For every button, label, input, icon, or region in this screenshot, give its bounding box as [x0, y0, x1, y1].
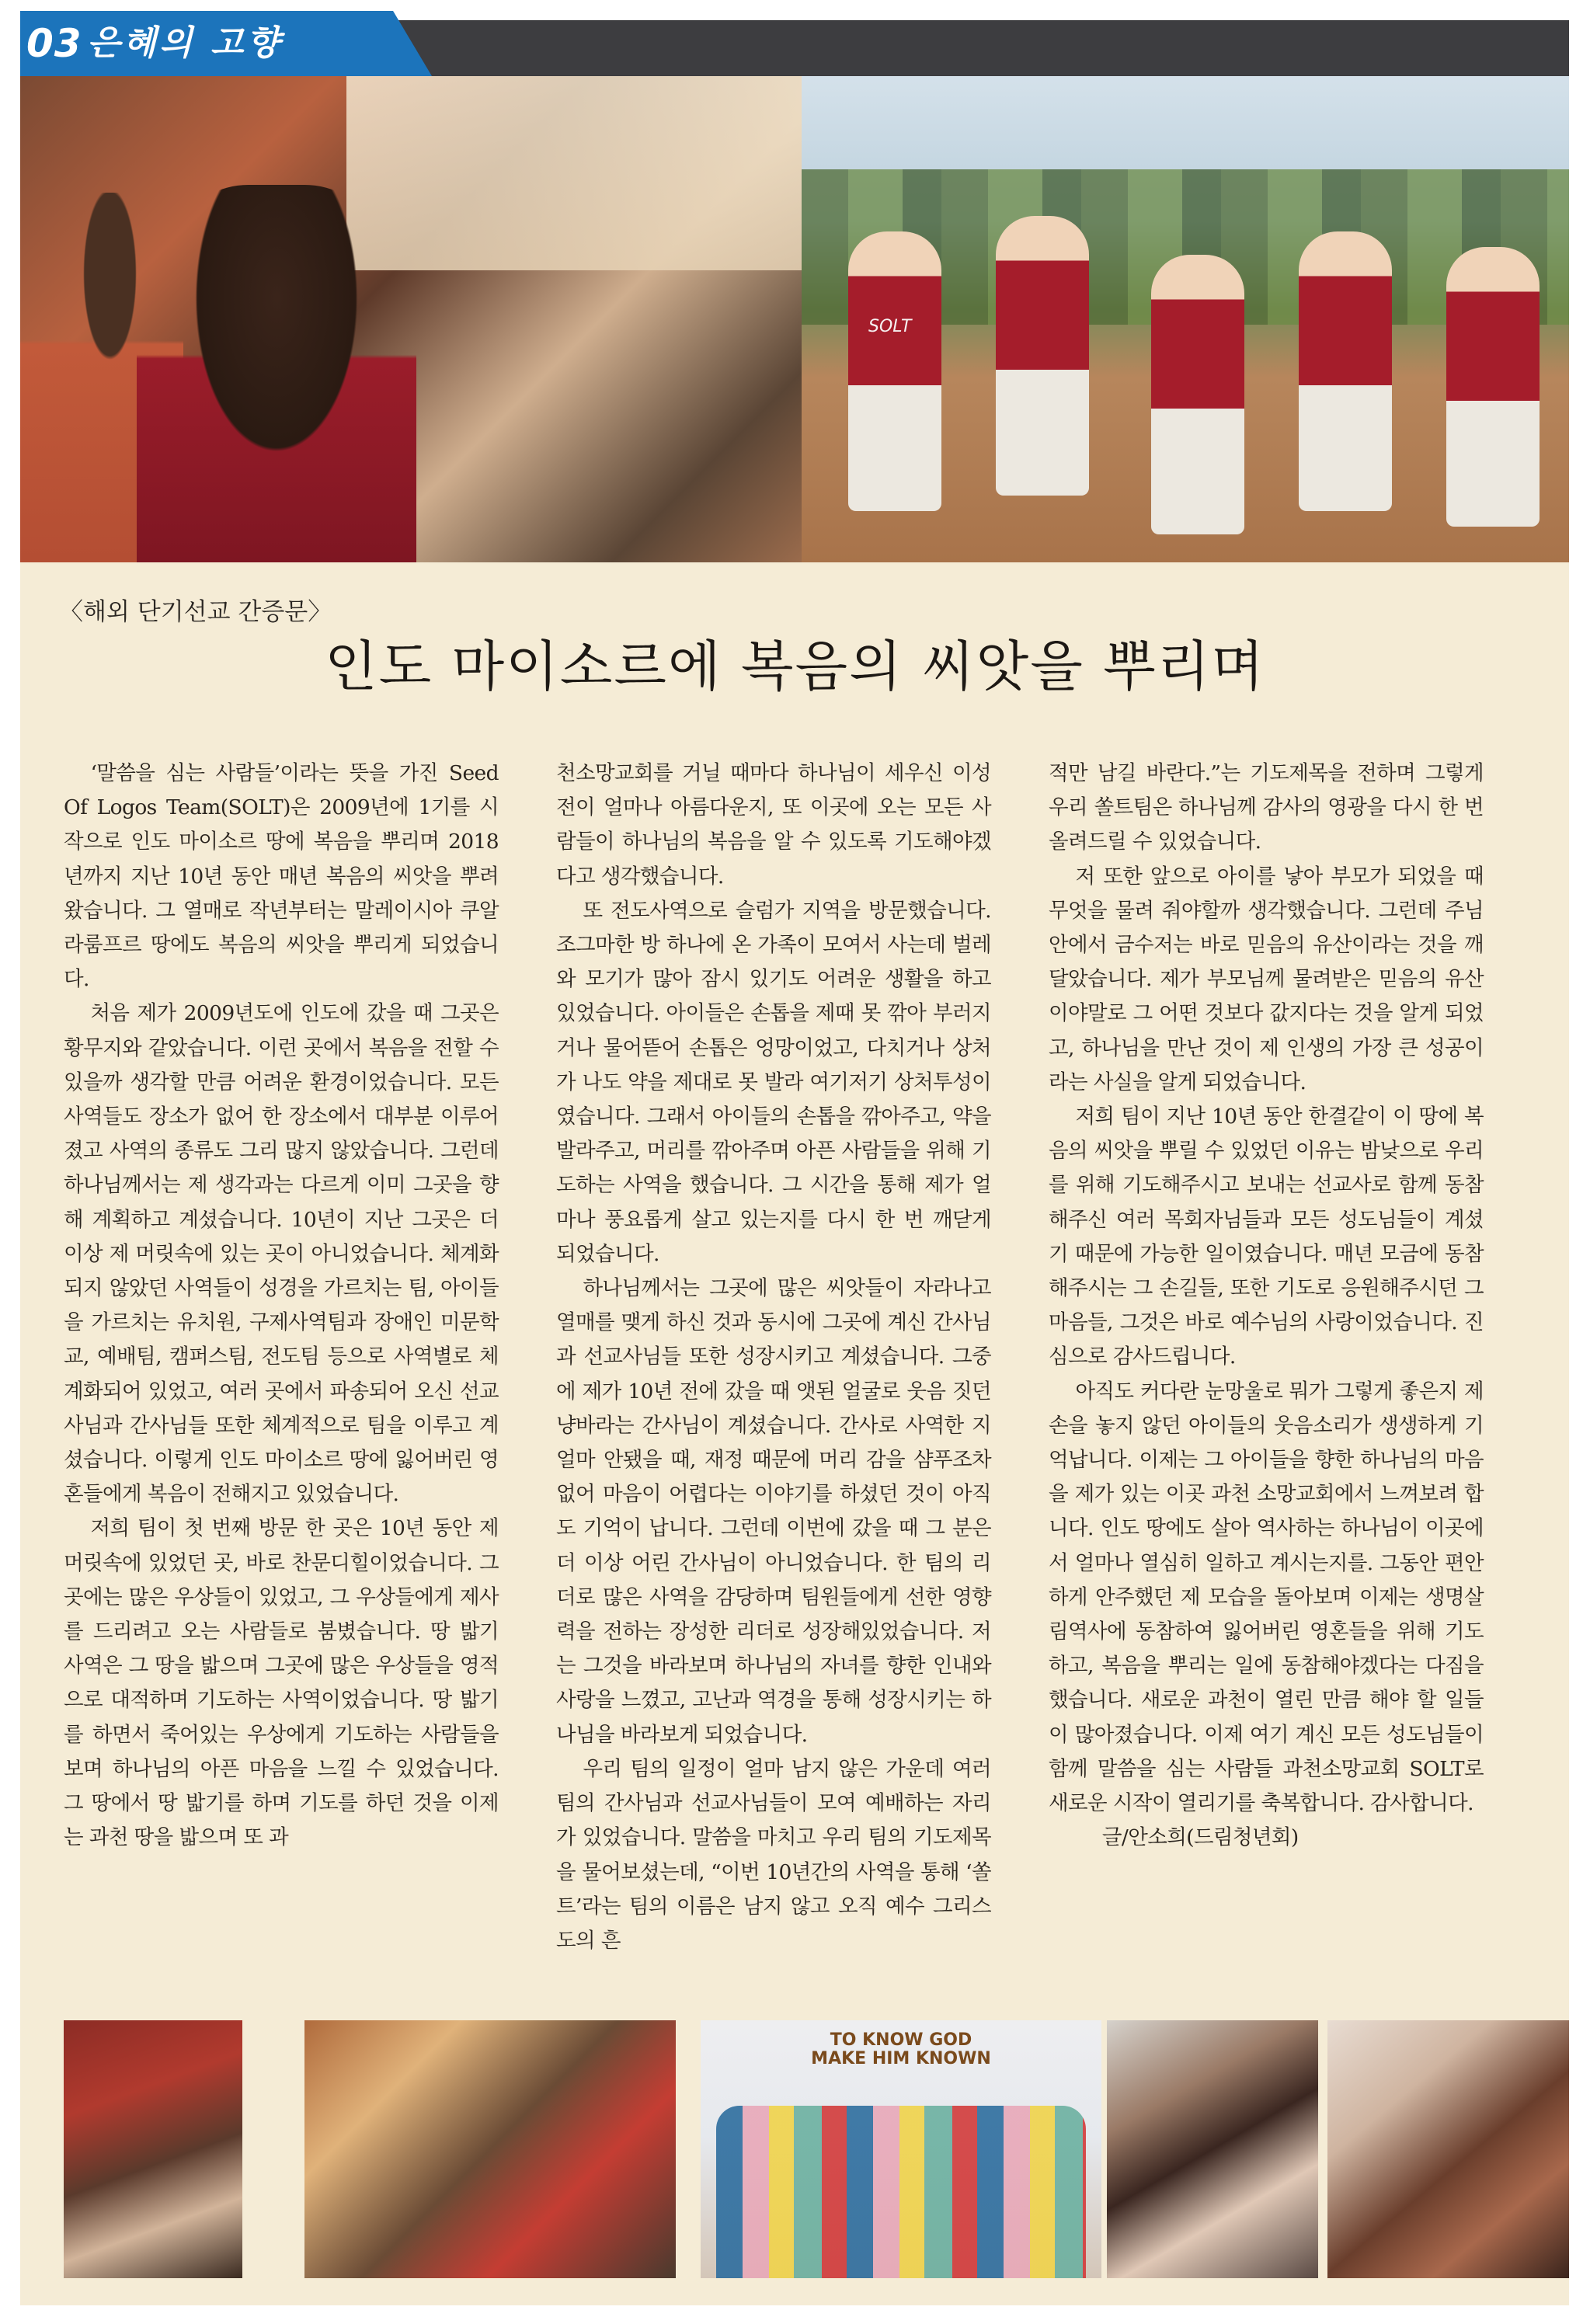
paragraph: ‘말씀을 심는 사람들’이라는 뜻을 가진 Seed Of Logos Team(SOLT)은 2009년에 1기를 시작으로 인도 마이소르 땅에 복음을 뿌리며 2018년까지 지난 10년 동안 매년 복음의 씨앗을 뿌려왔습니다. 그 열매로 작년부터는 말레이시아 쿠알라룸프르 땅에도 복음의 씨앗을 뿌리게 되었습니다. [64, 761, 499, 992]
paragraph: 또 전도사역으로 슬럼가 지역을 방문했습니다. 조그마한 방 하나에 온 가족이 모여서 사는데 벌레와 모기가 많아 잠시 있기도 어려운 생활을 하고 있었습니다. 아이들은 손톱을 제때 못 깎아 부러지거나 물어뜯어 손톱은 엉망이었고, 다치거나 상처가 나도 약을 제대로 못 발라 여기저기 상처투성이였습니다. 그래서 아이들의 손톱을 깎아주고, 약을 발라주고, 머리를 깎아주며 아픈 사람들을 위해 기도하는 사역을 했습니다. 그 시간을 통해 제가 얼마나 풍요롭게 살고 있는지를 다시 한 번 깨닫게 되었습니다. [556, 898, 991, 1266]
paragraph: 하나님께서는 그곳에 많은 씨앗들이 자라나고 열매를 맺게 하신 것과 동시에 그곳에 계신 간사님과 선교사님들 또한 성장시키고 계셨습니다. 그중에 제가 10년 전에 갔을 때 앳된 얼굴로 웃음 짓던 냥바라는 간사님이 계셨습니다. 간사로 사역한 지 얼마 안됐을 때, 재정 때문에 머리 감을 샴푸조차 없어 마음이 어렵다는 이야기를 하셨던 것이 아직도 기억이 납니다. 그런데 이번에 갔을 때 그 분은 더 이상 어린 간사님이 아니었습니다. 한 팀의 리더로 많은 사역을 감당하며 팀원들에게 선한 영향력을 전하는 장성한 리더로 성장해있었습니다. 저는 그것을 바라보며 하나님의 자녀를 향한 인내와 사랑을 느꼈고, 고난과 역경을 통해 성장시키는 하나님을 바라보게 되었습니다. [556, 1276, 991, 1747]
byline: 글/안소희(드림청년회) [1101, 1825, 1299, 1850]
hero-photo-solt-team [802, 76, 1569, 562]
sign-line-2: MAKE HIM KNOWN [811, 2049, 991, 2068]
article-subtitle: 〈해외 단기선교 간증문〉 [59, 598, 332, 626]
page-number: 03 [26, 21, 82, 66]
section-title: 은혜의 고향 [87, 23, 283, 63]
paragraph: 저희 팀이 지난 10년 동안 한결같이 이 땅에 복음의 씨앗을 뿌릴 수 있었던 이유는 밤낮으로 우리를 위해 기도해주시고 보내는 선교사로 함께 동참해주신 여러 목회자님들과 모든 성도님들이 계셨기 때문에 가능한 일이였습니다. 매년 모금에 동참해주시는 그 손길들, 또한 기도로 응원해주시던 그 마음들, 그것은 바로 예수님의 사랑이었습니다. 진심으로 감사드립니다. [1049, 1105, 1484, 1369]
article-column-1 [64, 757, 499, 1856]
header-bar [388, 20, 1569, 76]
photo-girls-portrait [1107, 2020, 1318, 2278]
sign-line-1: TO KNOW GOD [830, 2030, 972, 2050]
paragraph: 천소망교회를 거닐 때마다 하나님이 세우신 이성전이 얼마나 아름다운지, 또 이곳에 오는 모든 사람들이 하나님의 복음을 알 수 있도록 기도해야겠다고 생각했습니다. [556, 761, 991, 889]
article-title: 인도 마이소르에 복음의 씨앗을 뿌리며 [325, 635, 1265, 698]
hero-photo-children-praying [20, 76, 802, 562]
paragraph: 저희 팀이 첫 번째 방문 한 곳은 10년 동안 제 머릿속에 있었던 곳, 바로 찬문디힐이었습니다. 그곳에는 많은 우상들이 있었고, 그 우상들에게 제사를 드리려고 오는 사람들로 붐볐습니다. 땅 밟기 사역은 그 땅을 밟으며 그곳에 많은 우상들을 영적으로 대적하며 기도하는 사역이었습니다. 땅 밟기를 하면서 죽어있는 우상에게 기도하는 사람들을 보며 하나님의 아픈 마음을 느낄 수 있었습니다. 그 땅에서 땅 밟기를 하며 기도를 하던 것을 이제는 과천 땅을 밟으며 또 과 [64, 1516, 499, 1850]
paragraph: 아직도 커다란 눈망울로 뭐가 그렇게 좋은지 제 손을 놓지 않던 아이들의 웃음소리가 생생하게 기억납니다. 이제는 그 아이들을 향한 하나님의 마음을 제가 있는 이곳 과천 소망교회에서 느껴보려 합니다. 인도 땅에도 살아 역사하는 하나님이 이곳에서 얼마나 열심히 일하고 계시는지를. 그동안 편안하게 안주했던 제 모습을 돌아보며 이제는 생명살림역사에 동참하여 잃어버린 영혼들을 위해 기도하고, 복음을 뿌리는 일에 동참해야겠다는 다짐을 했습니다. 새로운 과천이 열린 만큼 해야 할 일들이 많아졌습니다. 이제 여기 계신 모든 성도님들이 함께 말씀을 심는 사람들 과천소망교회 SOLT로 새로운 시작이 열리기를 축복합니다. 감사합니다. [1049, 1379, 1484, 1816]
article-column-2 [556, 757, 991, 1958]
paragraph: 처음 제가 2009년도에 인도에 갔을 때 그곳은 황무지와 같았습니다. 이런 곳에서 복음을 전할 수 있을까 생각할 만큼 어려운 환경이었습니다. 모든 사역들도 장소가 없어 한 장소에서 대부분 이루어졌고 사역의 종류도 그리 많지 않았습니다. 그런데 하나님께서는 제 생각과는 다르게 이미 그곳을 향해 계획하고 계셨습니다. 10년이 지난 그곳은 더 이상 제 머릿속에 있는 곳이 아니었습니다. 체계화 되지 않았던 사역들이 성경을 가르치는 팀, 아이들을 가르치는 유치원, 구제사역팀과 장애인 미문학교, 예배팀, 캠퍼스팀, 전도팀 등으로 사역별로 체계화되어 있었고, 여러 곳에서 파송되어 오신 선교사님과 간사님들 또한 체계적으로 팀을 이루고 계셨습니다. 이렇게 인도 마이소르 땅에 잃어버린 영혼들에게 복음이 전해지고 있었습니다. [64, 1001, 499, 1507]
wall-sign [701, 2031, 1101, 2068]
photo-child-selfie [1327, 2020, 1569, 2278]
paragraph: 적만 남길 바란다.”는 기도제목을 전하며 그렇게 우리 쏠트팀은 하나님께 감사의 영광을 다시 한 번 올려드릴 수 있었습니다. [1049, 761, 1484, 854]
photo-kids-activity [304, 2020, 676, 2278]
article-column-3 [1049, 757, 1484, 1856]
paragraph: 우리 팀의 일정이 얼마 남지 않은 가운데 여러 팀의 간사님과 선교사님들이 모여 예배하는 자리가 있었습니다. 말씀을 마치고 우리 팀의 기도제목을 물어보셨는데, “이번 10년간의 사역을 통해 ‘쏠트’라는 팀의 이름은 남지 않고 오직 예수 그리스도의 흔 [556, 1756, 991, 1953]
photo-nail-care [64, 2020, 242, 2278]
paragraph: 저 또한 앞으로 아이를 낳아 부모가 되었을 때 무엇을 물려 줘야할까 생각했습니다. 그런데 주님 안에서 금수저는 바로 믿음의 유산이라는 것을 깨달았습니다. 제가 부모님께 물려받은 믿음의 유산이야말로 그 어떤 것보다 값지다는 것을 알게 되었고, 하나님을 만난 것이 제 인생의 가장 큰 성공이라는 사실을 알게 되었습니다. [1049, 864, 1484, 1094]
photo-team-group [701, 2020, 1101, 2278]
shirt-logo: SOLT [868, 317, 912, 336]
